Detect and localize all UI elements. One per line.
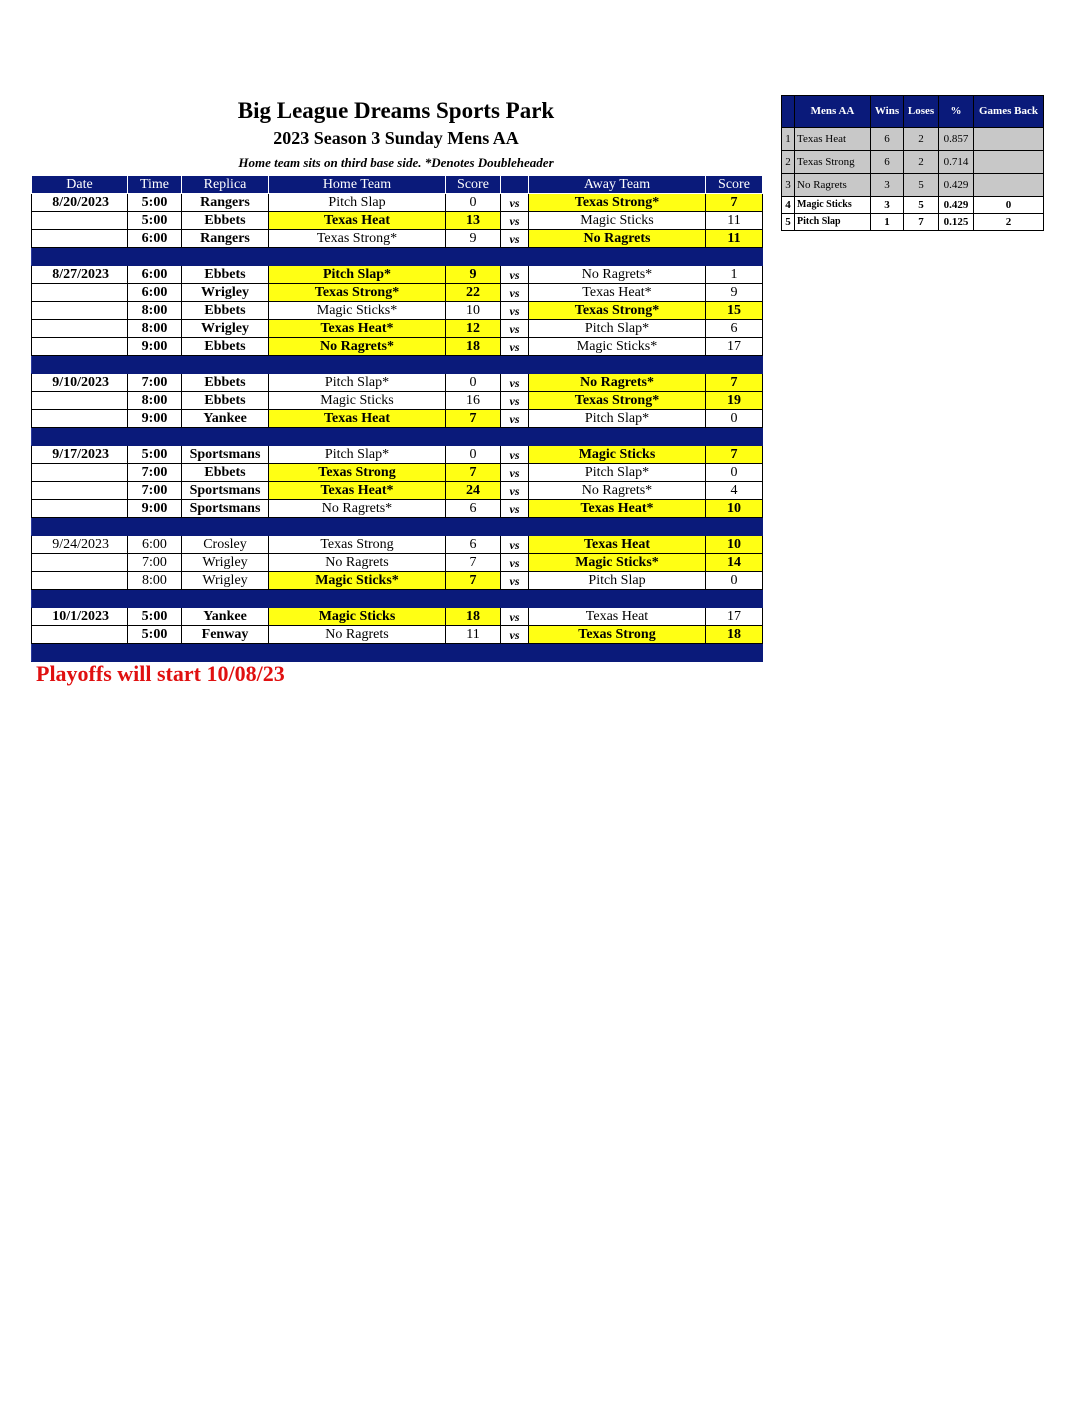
home-team: Magic Sticks* — [269, 572, 446, 590]
standings-header-loses: Loses — [904, 96, 939, 128]
separator-cell — [446, 356, 501, 374]
game-date — [32, 230, 128, 248]
table-row — [32, 212, 763, 230]
vs-label: vs — [501, 230, 529, 248]
away-team: Texas Strong* — [529, 194, 706, 212]
standings-games-back: 0 — [974, 197, 1044, 214]
game-date — [32, 572, 128, 590]
game-field: Wrigley — [182, 284, 269, 302]
column-header-away-score: Score — [706, 176, 763, 194]
standings-header-row — [782, 96, 1044, 128]
separator-cell — [182, 356, 269, 374]
separator-cell — [446, 644, 501, 662]
standings-rank: 5 — [782, 214, 795, 231]
table-row — [32, 266, 763, 284]
away-score: 1 — [706, 266, 763, 284]
game-time: 7:00 — [128, 374, 182, 392]
away-score: 14 — [706, 554, 763, 572]
game-time: 8:00 — [128, 392, 182, 410]
game-field: Ebbets — [182, 266, 269, 284]
game-field: Ebbets — [182, 392, 269, 410]
away-score: 0 — [706, 410, 763, 428]
game-date — [32, 482, 128, 500]
game-field: Wrigley — [182, 320, 269, 338]
home-team: No Ragrets — [269, 554, 446, 572]
game-field: Ebbets — [182, 212, 269, 230]
standings-row — [782, 128, 1044, 151]
game-date: 9/24/2023 — [32, 536, 128, 554]
standings-games-back — [974, 174, 1044, 197]
game-date — [32, 302, 128, 320]
separator-cell — [128, 644, 182, 662]
vs-label: vs — [501, 500, 529, 518]
table-row — [32, 626, 763, 644]
separator-cell — [529, 428, 706, 446]
separator-cell — [182, 590, 269, 608]
game-date: 10/1/2023 — [32, 608, 128, 626]
away-team: Magic Sticks — [529, 212, 706, 230]
standings-team: Texas Heat — [795, 128, 871, 151]
vs-label: vs — [501, 572, 529, 590]
home-score: 13 — [446, 212, 501, 230]
column-header-vs — [501, 176, 529, 194]
game-date — [32, 212, 128, 230]
game-time: 8:00 — [128, 302, 182, 320]
away-score: 11 — [706, 230, 763, 248]
game-time: 6:00 — [128, 266, 182, 284]
vs-label: vs — [501, 410, 529, 428]
standings-loses: 2 — [904, 151, 939, 174]
standings-loses: 2 — [904, 128, 939, 151]
away-score: 6 — [706, 320, 763, 338]
separator-cell — [269, 356, 446, 374]
away-team: Texas Heat — [529, 608, 706, 626]
game-field: Wrigley — [182, 572, 269, 590]
table-row — [32, 446, 763, 464]
home-score: 6 — [446, 500, 501, 518]
separator-cell — [32, 518, 128, 536]
vs-label: vs — [501, 392, 529, 410]
game-field: Crosley — [182, 536, 269, 554]
table-row — [32, 194, 763, 212]
week-separator — [32, 518, 763, 536]
away-score: 7 — [706, 446, 763, 464]
separator-cell — [529, 590, 706, 608]
column-header-home-score: Score — [446, 176, 501, 194]
standings-games-back — [974, 128, 1044, 151]
separator-cell — [706, 248, 763, 266]
home-team: Pitch Slap — [269, 194, 446, 212]
game-field: Sportsmans — [182, 482, 269, 500]
away-score: 10 — [706, 500, 763, 518]
home-score: 0 — [446, 374, 501, 392]
game-time: 9:00 — [128, 500, 182, 518]
table-row — [32, 392, 763, 410]
separator-cell — [269, 644, 446, 662]
home-team: Texas Heat — [269, 410, 446, 428]
standings-rank: 3 — [782, 174, 795, 197]
schedule-table — [31, 175, 763, 662]
column-header-home-team: Home Team — [269, 176, 446, 194]
vs-label: vs — [501, 446, 529, 464]
standings-body — [782, 128, 1044, 231]
away-score: 19 — [706, 392, 763, 410]
away-team: Texas Heat* — [529, 500, 706, 518]
separator-cell — [706, 644, 763, 662]
game-time: 8:00 — [128, 320, 182, 338]
away-team: Texas Heat* — [529, 284, 706, 302]
separator-cell — [446, 428, 501, 446]
away-score: 15 — [706, 302, 763, 320]
away-score: 7 — [706, 374, 763, 392]
away-team: Pitch Slap* — [529, 410, 706, 428]
separator-cell — [182, 428, 269, 446]
vs-label: vs — [501, 626, 529, 644]
away-score: 11 — [706, 212, 763, 230]
home-team: Texas Strong — [269, 536, 446, 554]
separator-cell — [32, 590, 128, 608]
vs-label: vs — [501, 374, 529, 392]
away-team: Magic Sticks* — [529, 338, 706, 356]
away-team: No Ragrets — [529, 230, 706, 248]
game-field: Ebbets — [182, 338, 269, 356]
vs-label: vs — [501, 338, 529, 356]
game-time: 5:00 — [128, 608, 182, 626]
home-team: Pitch Slap* — [269, 446, 446, 464]
vs-label: vs — [501, 320, 529, 338]
standings-pct: 0.714 — [939, 151, 974, 174]
standings-pct: 0.429 — [939, 197, 974, 214]
separator-cell — [128, 518, 182, 536]
home-score: 7 — [446, 464, 501, 482]
home-team: Texas Heat* — [269, 482, 446, 500]
away-score: 9 — [706, 284, 763, 302]
column-header-date: Date — [32, 176, 128, 194]
standings-wins: 6 — [871, 151, 904, 174]
page-title: Big League Dreams Sports Park — [237, 98, 555, 123]
game-field: Sportsmans — [182, 446, 269, 464]
separator-cell — [446, 248, 501, 266]
game-field: Rangers — [182, 194, 269, 212]
separator-cell — [706, 428, 763, 446]
table-row — [32, 608, 763, 626]
game-date — [32, 410, 128, 428]
home-score: 18 — [446, 338, 501, 356]
home-score: 6 — [446, 536, 501, 554]
away-score: 17 — [706, 608, 763, 626]
standings-loses: 5 — [904, 174, 939, 197]
away-score: 10 — [706, 536, 763, 554]
separator-cell — [529, 356, 706, 374]
separator-cell — [706, 518, 763, 536]
game-time: 5:00 — [128, 212, 182, 230]
standings-team: Texas Strong — [795, 151, 871, 174]
separator-cell — [269, 428, 446, 446]
standings-pct: 0.857 — [939, 128, 974, 151]
away-score: 4 — [706, 482, 763, 500]
playoffs-notice: Playoffs will start 10/08/23 — [36, 661, 285, 686]
home-team: Texas Strong* — [269, 284, 446, 302]
game-date — [32, 554, 128, 572]
game-time: 6:00 — [128, 536, 182, 554]
week-separator — [32, 356, 763, 374]
separator-cell — [706, 356, 763, 374]
table-row — [32, 374, 763, 392]
separator-cell — [128, 590, 182, 608]
standings-pct: 0.429 — [939, 174, 974, 197]
page-subtitle: 2023 Season 3 Sunday Mens AA — [273, 128, 519, 148]
vs-label: vs — [501, 482, 529, 500]
table-row — [32, 284, 763, 302]
away-score: 0 — [706, 572, 763, 590]
home-team: Magic Sticks — [269, 608, 446, 626]
away-team: Texas Strong — [529, 626, 706, 644]
game-time: 5:00 — [128, 626, 182, 644]
schedule-body — [32, 194, 763, 662]
table-row — [32, 536, 763, 554]
table-row — [32, 338, 763, 356]
game-field: Rangers — [182, 230, 269, 248]
vs-label: vs — [501, 536, 529, 554]
game-field: Yankee — [182, 410, 269, 428]
separator-cell — [269, 518, 446, 536]
standings-rank: 4 — [782, 197, 795, 214]
game-date — [32, 464, 128, 482]
home-team: No Ragrets* — [269, 338, 446, 356]
game-date — [32, 338, 128, 356]
standings-pct: 0.125 — [939, 214, 974, 231]
standings-games-back: 2 — [974, 214, 1044, 231]
home-score: 11 — [446, 626, 501, 644]
away-score: 7 — [706, 194, 763, 212]
away-team: Magic Sticks* — [529, 554, 706, 572]
column-header-time: Time — [128, 176, 182, 194]
home-score: 7 — [446, 554, 501, 572]
standings-row — [782, 197, 1044, 214]
game-field: Fenway — [182, 626, 269, 644]
vs-label: vs — [501, 608, 529, 626]
game-time: 9:00 — [128, 410, 182, 428]
home-score: 16 — [446, 392, 501, 410]
home-score: 7 — [446, 572, 501, 590]
home-team: No Ragrets — [269, 626, 446, 644]
home-score: 22 — [446, 284, 501, 302]
away-score: 18 — [706, 626, 763, 644]
home-score: 12 — [446, 320, 501, 338]
standings-wins: 3 — [871, 174, 904, 197]
game-field: Ebbets — [182, 302, 269, 320]
game-field: Ebbets — [182, 374, 269, 392]
away-team: Pitch Slap — [529, 572, 706, 590]
standings-wins: 6 — [871, 128, 904, 151]
standings-table — [781, 95, 1044, 231]
table-row — [32, 302, 763, 320]
separator-cell — [32, 428, 128, 446]
game-time: 6:00 — [128, 284, 182, 302]
standings-header-rank — [782, 96, 795, 128]
separator-cell — [706, 590, 763, 608]
home-team: Texas Heat — [269, 212, 446, 230]
standings-row — [782, 174, 1044, 197]
standings-row — [782, 214, 1044, 231]
game-date — [32, 500, 128, 518]
game-time: 5:00 — [128, 194, 182, 212]
game-date — [32, 392, 128, 410]
vs-label: vs — [501, 302, 529, 320]
separator-cell — [501, 356, 529, 374]
separator-cell — [128, 428, 182, 446]
separator-cell — [128, 248, 182, 266]
away-team: Pitch Slap* — [529, 320, 706, 338]
standings-loses: 5 — [904, 197, 939, 214]
home-team: Texas Heat* — [269, 320, 446, 338]
separator-cell — [182, 644, 269, 662]
game-date: 9/10/2023 — [32, 374, 128, 392]
column-header-away-team: Away Team — [529, 176, 706, 194]
standings-team: No Ragrets — [795, 174, 871, 197]
vs-label: vs — [501, 266, 529, 284]
away-team: No Ragrets* — [529, 374, 706, 392]
standings-header-pct: % — [939, 96, 974, 128]
home-score: 0 — [446, 194, 501, 212]
home-score: 9 — [446, 230, 501, 248]
home-score: 9 — [446, 266, 501, 284]
standings-loses: 7 — [904, 214, 939, 231]
vs-label: vs — [501, 284, 529, 302]
vs-label: vs — [501, 554, 529, 572]
separator-cell — [182, 518, 269, 536]
separator-cell — [269, 248, 446, 266]
game-field: Yankee — [182, 608, 269, 626]
game-time: 7:00 — [128, 554, 182, 572]
game-time: 7:00 — [128, 482, 182, 500]
home-team: No Ragrets* — [269, 500, 446, 518]
separator-cell — [32, 248, 128, 266]
away-team: No Ragrets* — [529, 266, 706, 284]
week-separator — [32, 644, 763, 662]
away-team: Texas Heat — [529, 536, 706, 554]
separator-cell — [501, 644, 529, 662]
standings-header-division: Mens AA — [795, 96, 871, 128]
separator-cell — [446, 590, 501, 608]
away-team: No Ragrets* — [529, 482, 706, 500]
vs-label: vs — [501, 464, 529, 482]
vs-label: vs — [501, 194, 529, 212]
standings-team: Magic Sticks — [795, 197, 871, 214]
separator-cell — [32, 644, 128, 662]
game-time: 9:00 — [128, 338, 182, 356]
game-time: 7:00 — [128, 464, 182, 482]
home-score: 24 — [446, 482, 501, 500]
separator-cell — [529, 248, 706, 266]
game-field: Sportsmans — [182, 500, 269, 518]
game-time: 6:00 — [128, 230, 182, 248]
standings-team: Pitch Slap — [795, 214, 871, 231]
home-score: 18 — [446, 608, 501, 626]
separator-cell — [501, 518, 529, 536]
table-row — [32, 230, 763, 248]
separator-cell — [501, 248, 529, 266]
home-team: Pitch Slap* — [269, 374, 446, 392]
separator-cell — [182, 248, 269, 266]
week-separator — [32, 428, 763, 446]
separator-cell — [529, 644, 706, 662]
away-team: Pitch Slap* — [529, 464, 706, 482]
week-separator — [32, 590, 763, 608]
game-date — [32, 320, 128, 338]
separator-cell — [501, 428, 529, 446]
away-score: 17 — [706, 338, 763, 356]
standings-wins: 1 — [871, 214, 904, 231]
home-team: Texas Strong* — [269, 230, 446, 248]
separator-cell — [501, 590, 529, 608]
table-row — [32, 410, 763, 428]
away-team: Texas Strong* — [529, 302, 706, 320]
doubleheader-note: Home team sits on third base side. *Denotes Doubleheader — [238, 155, 554, 170]
standings-wins: 3 — [871, 197, 904, 214]
table-row — [32, 320, 763, 338]
game-time: 5:00 — [128, 446, 182, 464]
separator-cell — [128, 356, 182, 374]
game-date: 8/20/2023 — [32, 194, 128, 212]
game-date: 9/17/2023 — [32, 446, 128, 464]
separator-cell — [32, 356, 128, 374]
home-score: 7 — [446, 410, 501, 428]
table-row — [32, 464, 763, 482]
separator-cell — [529, 518, 706, 536]
standings-games-back — [974, 151, 1044, 174]
home-team: Magic Sticks — [269, 392, 446, 410]
home-team: Magic Sticks* — [269, 302, 446, 320]
table-row — [32, 500, 763, 518]
standings-rank: 1 — [782, 128, 795, 151]
away-team: Texas Strong* — [529, 392, 706, 410]
away-score: 0 — [706, 464, 763, 482]
home-score: 0 — [446, 446, 501, 464]
standings-header-games-back: Games Back — [974, 96, 1044, 128]
standings-header-wins: Wins — [871, 96, 904, 128]
home-team: Texas Strong — [269, 464, 446, 482]
game-time: 8:00 — [128, 572, 182, 590]
home-team: Pitch Slap* — [269, 266, 446, 284]
table-row — [32, 554, 763, 572]
standings-rank: 2 — [782, 151, 795, 174]
separator-cell — [446, 518, 501, 536]
week-separator — [32, 248, 763, 266]
column-header-replica: Replica — [182, 176, 269, 194]
vs-label: vs — [501, 212, 529, 230]
game-date — [32, 284, 128, 302]
game-date: 8/27/2023 — [32, 266, 128, 284]
game-field: Ebbets — [182, 464, 269, 482]
table-row — [32, 572, 763, 590]
game-field: Wrigley — [182, 554, 269, 572]
table-row — [32, 482, 763, 500]
away-team: Magic Sticks — [529, 446, 706, 464]
home-score: 10 — [446, 302, 501, 320]
separator-cell — [269, 590, 446, 608]
schedule-header-row — [32, 176, 763, 194]
standings-row — [782, 151, 1044, 174]
game-date — [32, 626, 128, 644]
